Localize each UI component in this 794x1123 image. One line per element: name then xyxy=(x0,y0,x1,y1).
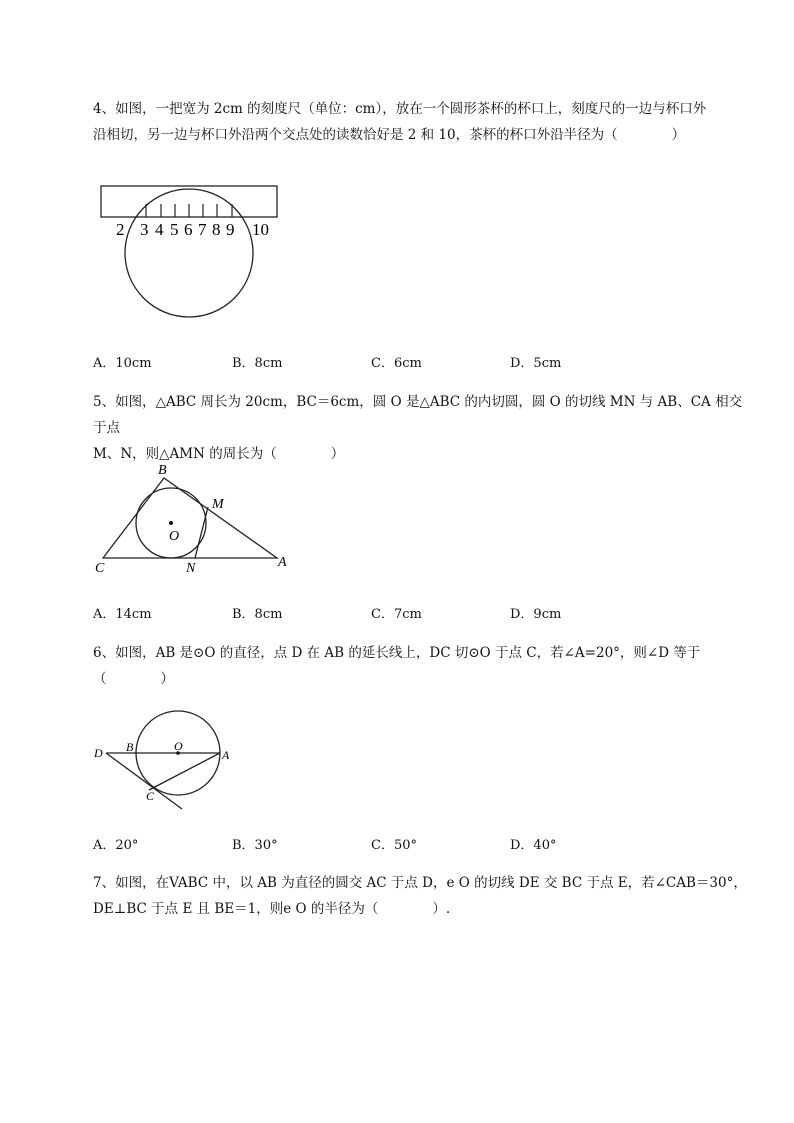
label-o: O xyxy=(169,529,180,544)
ruler-label-10: 10 xyxy=(252,220,269,239)
q6-option-b[interactable]: B．30° xyxy=(232,838,278,853)
label-a: A xyxy=(278,555,287,570)
label-d: D xyxy=(94,746,103,760)
question-6-line-1: 6、如图，AB 是⊙O 的直径，点 D 在 AB 的延长线上，DC 切⊙O 于点 C，若∠A=20°，则∠D 等于 xyxy=(93,645,701,661)
q6-option-d[interactable]: D．40° xyxy=(510,838,557,853)
label-m: M xyxy=(212,497,224,512)
label-c: C xyxy=(146,789,155,803)
question-5-line-2: M、N，则△AMN 的周长为（ ） xyxy=(93,446,345,462)
q5-option-c[interactable]: C．7cm xyxy=(371,607,422,622)
label-n: N xyxy=(186,561,196,576)
ruler-label-7: 7 xyxy=(198,220,207,239)
label-o: O xyxy=(174,739,183,753)
label-b: B xyxy=(126,740,134,754)
q6-option-a[interactable]: A．20° xyxy=(93,838,139,853)
question-6-figure xyxy=(90,708,240,816)
question-4-stem xyxy=(93,96,753,148)
question-5-stem xyxy=(93,389,753,467)
q6-option-c[interactable]: C．50° xyxy=(371,838,417,853)
question-5-line-1: 5、如图，△ABC 周长为 20cm，BC＝6cm，圆 O 是△ABC 的内切圆，圆 O 的切线 MN 与 AB、CA 相交于点 xyxy=(93,394,743,436)
question-7-line-1: 7、如图，在VABC 中，以 AB 为直径的圆交 AC 于点 D，e O 的切线 DE 交 BC 于点 E，若∠CAB＝30°， xyxy=(93,875,747,891)
tangent-mn xyxy=(195,507,208,558)
ruler-label-2: 2 xyxy=(116,220,125,239)
question-4-line-1: 4、如图，一把宽为 2cm 的刻度尺（单位：cm），放在一个圆形茶杯的杯口上，刻度尺的一边与杯口外 xyxy=(93,101,707,117)
ruler-label-8: 8 xyxy=(212,220,221,239)
ruler-label-3: 3 xyxy=(140,220,149,239)
tangent-dc xyxy=(106,753,182,809)
ruler-label-6: 6 xyxy=(184,220,193,239)
q4-option-a[interactable]: A．10cm xyxy=(93,356,152,371)
question-4-figure xyxy=(96,178,286,318)
label-c: C xyxy=(95,561,105,576)
question-4-options xyxy=(93,352,653,371)
q5-option-a[interactable]: A．14cm xyxy=(93,607,152,622)
question-7-stem xyxy=(93,870,753,922)
triangle-abc xyxy=(103,478,277,558)
ruler-label-9: 9 xyxy=(226,220,235,239)
q4-option-b[interactable]: B．8cm xyxy=(232,356,283,371)
q4-option-d[interactable]: D．5cm xyxy=(510,356,562,371)
question-5-options xyxy=(93,603,653,622)
question-7-line-2: DE⊥BC 于点 E 且 BE＝1，则e O 的半径为（ ）. xyxy=(93,901,451,917)
chord-ca xyxy=(149,753,220,790)
question-6-options xyxy=(93,834,653,853)
question-6-stem xyxy=(93,640,753,692)
label-b: B xyxy=(158,463,167,478)
ruler-label-5: 5 xyxy=(170,220,179,239)
ruler-label-4: 4 xyxy=(155,220,164,239)
q5-option-d[interactable]: D．9cm xyxy=(510,607,562,622)
center-o-dot xyxy=(169,521,173,525)
q4-option-c[interactable]: C．6cm xyxy=(371,356,422,371)
question-4-line-2: 沿相切，另一边与杯口外沿两个交点处的读数恰好是 2 和 10，茶杯的杯口外沿半径为（ ） xyxy=(93,127,686,143)
question-5-figure xyxy=(92,458,302,578)
q5-option-b[interactable]: B．8cm xyxy=(232,607,283,622)
label-a: A xyxy=(222,748,230,762)
question-6-line-2: （ ） xyxy=(93,671,174,687)
